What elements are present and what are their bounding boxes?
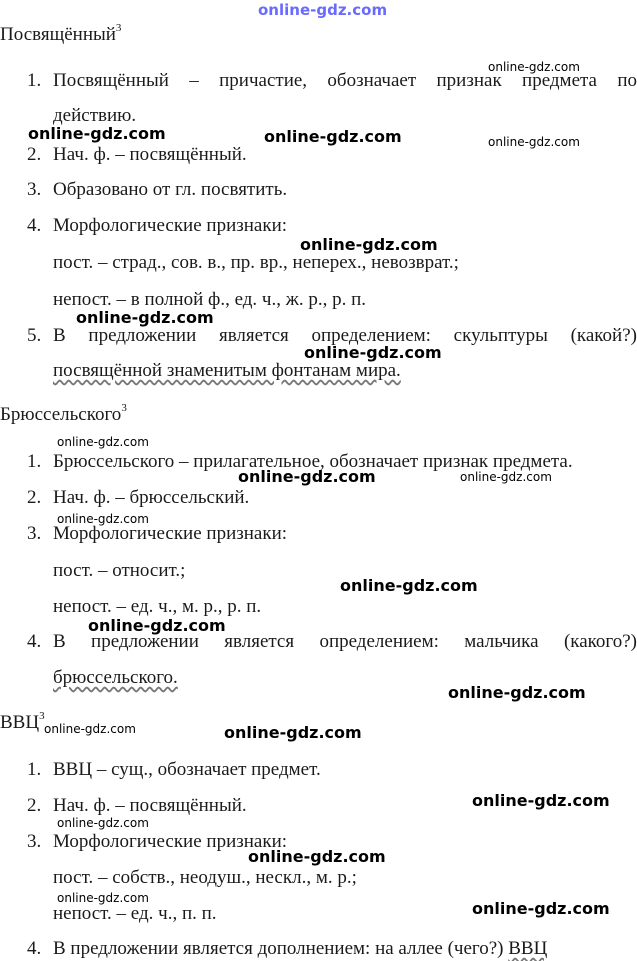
item-number: 4. bbox=[27, 631, 42, 652]
watermark: online-gdz.com bbox=[88, 616, 226, 635]
item-number: 4. bbox=[27, 215, 42, 236]
item-text: В предложении является определением: мальчика (какого?) bbox=[53, 631, 637, 652]
item-text: Морфологические признаки: bbox=[53, 523, 288, 544]
watermark: online-gdz.com bbox=[304, 343, 442, 362]
heading-superscript: 3 bbox=[39, 710, 45, 722]
item-number: 4. bbox=[27, 938, 42, 959]
section-heading-posvyashchyonny bbox=[0, 22, 121, 46]
watermark: online-gdz.com bbox=[340, 576, 478, 595]
permanent-features: пост. – собств., неодуш., нескл., м. р.; bbox=[53, 867, 357, 888]
heading-text: Посвящённый bbox=[0, 24, 116, 45]
item-number: 1. bbox=[27, 70, 42, 91]
heading-text: ВВЦ bbox=[0, 712, 40, 733]
watermark: online-gdz.com bbox=[44, 722, 136, 736]
watermark: online-gdz.com bbox=[488, 135, 580, 149]
watermark: online-gdz.com bbox=[248, 847, 386, 866]
permanent-features: пост. – страд., сов. в., пр. вр., неперех., невозврат.; bbox=[53, 252, 459, 273]
section-heading-vvts bbox=[0, 710, 45, 734]
item-text: ВВЦ – сущ., обозначает предмет. bbox=[53, 759, 321, 780]
nonpermanent-features: непост. – ед. ч., п. п. bbox=[53, 903, 217, 924]
nonpermanent-features: непост. – в полной ф., ед. ч., ж. р., р. п. bbox=[53, 289, 367, 310]
item-number: 3. bbox=[27, 523, 42, 544]
item-text: Образовано от гл. посвятить. bbox=[53, 179, 288, 200]
item-text: Брюссельского – прилагательное, обозначает признак предмета. bbox=[53, 451, 573, 472]
watermark: online-gdz.com bbox=[224, 723, 362, 742]
watermark: online-gdz.com bbox=[238, 467, 376, 486]
underlined-phrase: посвящённой знаменитым фонтанам мира. bbox=[53, 360, 401, 381]
watermark: online-gdz.com bbox=[28, 124, 166, 143]
watermark: online-gdz.com bbox=[448, 683, 586, 702]
item-number: 5. bbox=[27, 325, 42, 346]
item-text bbox=[53, 938, 547, 960]
permanent-features: пост. – относит.; bbox=[53, 560, 186, 581]
watermark: online-gdz.com bbox=[472, 899, 610, 918]
heading-superscript: 3 bbox=[121, 402, 127, 414]
watermark: online-gdz.com bbox=[300, 235, 438, 254]
section-heading-bryusselskogo bbox=[0, 402, 127, 426]
underlined-phrase: ВВЦ bbox=[508, 938, 548, 959]
heading-text: Брюссельского bbox=[0, 404, 122, 425]
item-number: 3. bbox=[27, 831, 42, 852]
item-text: Морфологические признаки: bbox=[53, 215, 288, 236]
item-text: В предложении является определением: скульптуры (какой?) bbox=[53, 325, 637, 346]
heading-superscript: 3 bbox=[115, 22, 122, 34]
item-number: 2. bbox=[27, 487, 42, 508]
item-number: 3. bbox=[27, 179, 42, 200]
item-text-continued: действию. bbox=[53, 105, 137, 126]
item-number: 2. bbox=[27, 144, 42, 165]
watermark: online-gdz.com bbox=[472, 791, 610, 810]
watermark-top: online-gdz.com bbox=[258, 1, 388, 19]
item-number: 1. bbox=[27, 759, 42, 780]
item-text: Морфологические признаки: bbox=[53, 831, 288, 852]
watermark: online-gdz.com bbox=[460, 470, 552, 484]
watermark: online-gdz.com bbox=[264, 127, 402, 146]
item-number: 2. bbox=[27, 795, 42, 816]
item-text: Посвящённый – причастие, обозначает признак предмета по bbox=[53, 70, 637, 91]
watermark: online-gdz.com bbox=[57, 891, 149, 905]
watermark: online-gdz.com bbox=[488, 60, 580, 74]
watermark: online-gdz.com bbox=[57, 512, 149, 526]
watermark: online-gdz.com bbox=[57, 435, 149, 449]
nonpermanent-features: непост. – ед. ч., м. р., р. п. bbox=[53, 596, 262, 617]
item-text: Нач. ф. – посвящённый. bbox=[53, 144, 247, 165]
watermark: online-gdz.com bbox=[57, 816, 149, 830]
item-text: Нач. ф. – брюссельский. bbox=[53, 487, 250, 508]
watermark: online-gdz.com bbox=[76, 308, 214, 327]
item-number: 1. bbox=[27, 451, 42, 472]
underlined-phrase: брюссельского. bbox=[53, 667, 178, 688]
item-text: Нач. ф. – посвящённый. bbox=[53, 795, 247, 816]
item-text-main: В предложении является дополнением: на аллее (чего?) bbox=[53, 938, 504, 959]
